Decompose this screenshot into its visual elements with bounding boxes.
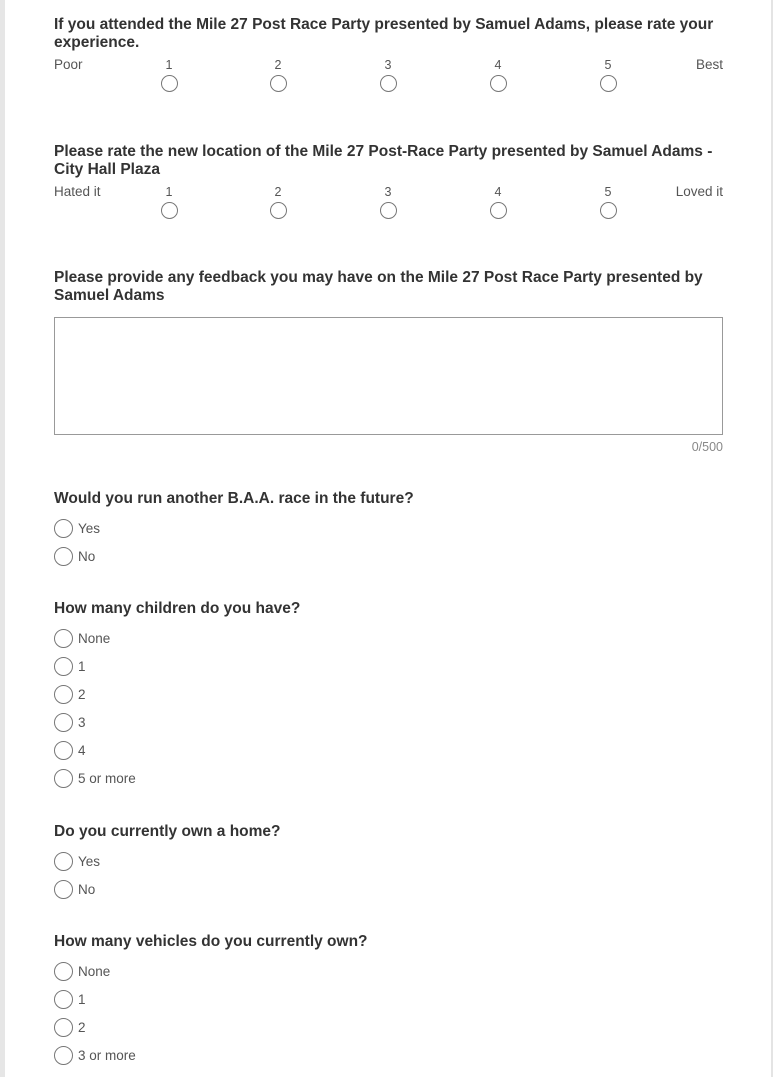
radio-button[interactable] [54, 657, 73, 676]
question-vehicles [54, 933, 723, 1069]
option-none[interactable] [54, 624, 723, 652]
option-label: 3 or more [78, 1047, 136, 1063]
option-label: 5 or more [78, 770, 136, 786]
radio-group [54, 847, 723, 903]
question-own-home [54, 823, 723, 903]
rating-number: 3 [384, 185, 392, 199]
option-no[interactable] [54, 542, 723, 570]
page-left-border [0, 0, 5, 1077]
rating-number: 4 [494, 185, 502, 199]
radio-button[interactable] [54, 713, 73, 732]
scale-min-label: Hated it [54, 184, 101, 199]
rating-option-3[interactable] [376, 58, 400, 92]
option-3-or-more[interactable] [54, 1041, 723, 1069]
radio-button[interactable] [54, 685, 73, 704]
option-1[interactable] [54, 985, 723, 1013]
option-2[interactable] [54, 680, 723, 708]
option-label: 1 [78, 658, 86, 674]
rating-number: 2 [274, 58, 282, 72]
radio-button[interactable] [54, 519, 73, 538]
radio-button[interactable] [270, 75, 287, 92]
scale-max-label: Loved it [675, 184, 723, 199]
option-3[interactable] [54, 708, 723, 736]
scale-max-label: Best [695, 57, 723, 72]
rating-option-4[interactable] [486, 58, 510, 92]
rating-option-5[interactable] [596, 185, 620, 219]
question-title: How many vehicles do you currently own? [54, 933, 368, 950]
question-title: Would you run another B.A.A. race in the future? [54, 490, 414, 507]
rating-option-1[interactable] [157, 185, 181, 219]
option-label: Yes [78, 853, 101, 869]
radio-button[interactable] [54, 629, 73, 648]
option-yes[interactable] [54, 514, 723, 542]
option-5-or-more[interactable] [54, 764, 723, 792]
radio-button[interactable] [270, 202, 287, 219]
radio-button[interactable] [490, 202, 507, 219]
rating-number: 3 [384, 58, 392, 72]
radio-button[interactable] [380, 75, 397, 92]
radio-button[interactable] [54, 1018, 73, 1037]
question-run-again [54, 490, 723, 570]
radio-button[interactable] [54, 962, 73, 981]
question-party-rating [54, 16, 723, 102]
option-yes[interactable] [54, 847, 723, 875]
radio-button[interactable] [600, 75, 617, 92]
radio-group [54, 514, 723, 570]
question-title: How many children do you have? [54, 600, 301, 617]
character-counter: 0/500 [691, 440, 723, 454]
radio-button[interactable] [54, 1046, 73, 1065]
rating-number: 5 [604, 58, 612, 72]
option-label: 2 [78, 1019, 86, 1035]
question-title: If you attended the Mile 27 Post Race Party presented by Samuel Adams, please rate your experience. [54, 16, 714, 51]
question-title: Do you currently own a home? [54, 823, 281, 840]
option-label: No [78, 548, 96, 564]
rating-number: 5 [604, 185, 612, 199]
radio-group [54, 957, 723, 1069]
radio-button[interactable] [54, 769, 73, 788]
question-feedback [54, 269, 723, 454]
question-title: Please rate the new location of the Mile 27 Post-Race Party presented by Samuel Adams - City Hall Plaza [54, 143, 713, 178]
option-label: None [78, 630, 111, 646]
feedback-field-wrapper [54, 317, 723, 454]
radio-button[interactable] [161, 202, 178, 219]
scale-min-label: Poor [54, 57, 83, 72]
radio-button[interactable] [54, 852, 73, 871]
question-location-rating [54, 143, 723, 229]
option-label: 1 [78, 991, 86, 1007]
option-none[interactable] [54, 957, 723, 985]
rating-option-4[interactable] [486, 185, 510, 219]
rating-option-1[interactable] [157, 58, 181, 92]
option-label: None [78, 963, 111, 979]
radio-button[interactable] [600, 202, 617, 219]
option-no[interactable] [54, 875, 723, 903]
radio-button[interactable] [54, 741, 73, 760]
option-2[interactable] [54, 1013, 723, 1041]
rating-option-5[interactable] [596, 58, 620, 92]
rating-option-2[interactable] [266, 185, 290, 219]
option-label: Yes [78, 520, 101, 536]
rating-option-3[interactable] [376, 185, 400, 219]
radio-button[interactable] [490, 75, 507, 92]
rating-number: 2 [274, 185, 282, 199]
rating-scale [54, 58, 723, 102]
rating-number: 1 [165, 58, 173, 72]
option-label: 3 [78, 714, 86, 730]
option-label: 2 [78, 686, 86, 702]
radio-button[interactable] [161, 75, 178, 92]
rating-option-2[interactable] [266, 58, 290, 92]
question-children [54, 600, 723, 792]
option-4[interactable] [54, 736, 723, 764]
radio-group [54, 624, 723, 792]
rating-number: 1 [165, 185, 173, 199]
radio-button[interactable] [54, 990, 73, 1009]
question-title: Please provide any feedback you may have on the Mile 27 Post Race Party presented by Samuel Adams [54, 269, 703, 304]
option-label: 4 [78, 742, 86, 758]
rating-scale [54, 185, 723, 229]
radio-button[interactable] [54, 547, 73, 566]
rating-number: 4 [494, 58, 502, 72]
feedback-textarea[interactable] [54, 317, 723, 435]
radio-button[interactable] [54, 880, 73, 899]
radio-button[interactable] [380, 202, 397, 219]
option-label: No [78, 881, 96, 897]
option-1[interactable] [54, 652, 723, 680]
